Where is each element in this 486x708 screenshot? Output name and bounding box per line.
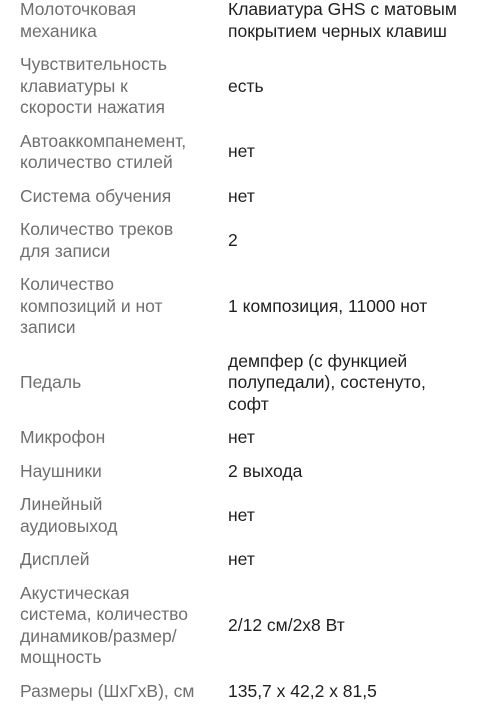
spec-row-recording-capacity — [0, 268, 486, 345]
spec-row-headphones — [0, 455, 486, 489]
spec-label: Количество треков для записи — [0, 219, 228, 262]
spec-row-display — [0, 543, 486, 577]
spec-label: Наушники — [0, 461, 228, 483]
spec-value: 2 — [228, 230, 486, 252]
spec-label: Автоаккомпанемент, количество стилей — [0, 131, 228, 174]
spec-value: Клавиатура GHS с матовым покрытием черных клавиш — [228, 0, 486, 42]
spec-label: Линейный аудиовыход — [0, 494, 228, 537]
spec-value: демпфер (с функцией полупедали), состенуто, софт — [228, 351, 486, 416]
spec-value: нет — [228, 505, 486, 527]
spec-row-touch-sensitivity — [0, 48, 486, 125]
spec-value: 2 выхода — [228, 461, 486, 483]
spec-row-hammer-action — [0, 0, 486, 48]
spec-value: 1 композиция, 11000 нот — [228, 296, 486, 318]
spec-value: нет — [228, 141, 486, 163]
spec-label: Размеры (ШхГхВ), см — [0, 681, 228, 703]
spec-row-microphone — [0, 421, 486, 455]
spec-label: Система обучения — [0, 186, 228, 208]
spec-value: нет — [228, 186, 486, 208]
spec-row-dimensions — [0, 675, 486, 708]
spec-row-speakers — [0, 577, 486, 675]
spec-row-line-out — [0, 488, 486, 543]
spec-row-auto-accompaniment — [0, 125, 486, 180]
spec-label: Акустическая система, количество динамиков/размер/ мощность — [0, 583, 228, 669]
spec-value: нет — [228, 549, 486, 571]
spec-row-learning-system — [0, 180, 486, 214]
spec-value: 135,7 х 42,2 х 81,5 — [228, 681, 486, 703]
spec-label: Чувствительность клавиатуры к скорости нажатия — [0, 54, 228, 119]
spec-label: Микрофон — [0, 427, 228, 449]
spec-label: Количество композиций и нот записи — [0, 274, 228, 339]
spec-label: Дисплей — [0, 549, 228, 571]
spec-row-recording-tracks — [0, 213, 486, 268]
spec-row-pedal — [0, 345, 486, 422]
spec-label: Педаль — [0, 372, 228, 394]
spec-value: нет — [228, 427, 486, 449]
spec-value: есть — [228, 76, 486, 98]
spec-label: Молоточковая механика — [0, 0, 228, 42]
spec-value: 2/12 см/2х8 Вт — [228, 615, 486, 637]
